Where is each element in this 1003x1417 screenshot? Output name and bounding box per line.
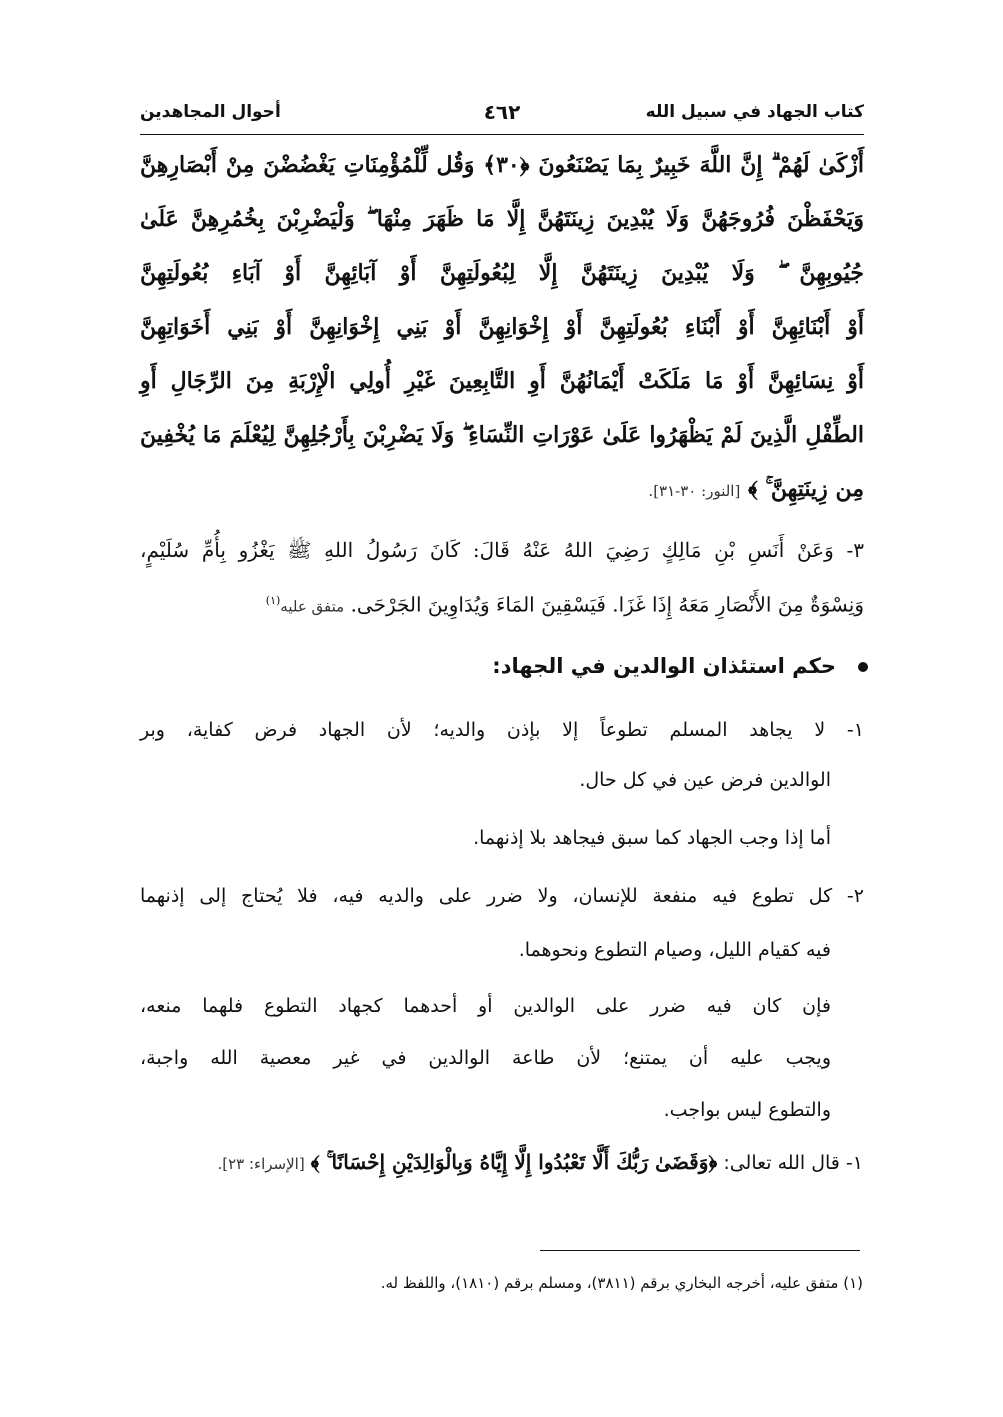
point-line: الوالدين فرض عين في كل حال. xyxy=(579,769,831,791)
running-header xyxy=(140,100,864,130)
footnote-marker: (١) xyxy=(265,594,281,607)
section-heading xyxy=(492,650,868,682)
hadith-text: وَنِسْوَةٌ مِنَ الأَنْصَارِ مَعَهُ إِذَا غَزَا. فَيَسْقِينَ المَاءَ وَيُدَاوِينَ الجَرْحَى. xyxy=(350,592,864,617)
quran-line: جُيُوبِهِنَّ ۖ وَلَا يُبْدِينَ زِينَتَهُنَّ إِلَّا لِبُعُولَتِهِنَّ أَوْ آبَائِهِنَّ أَوْ آبَاءِ بُعُولَتِهِنَّ xyxy=(140,260,864,286)
quran-line: أَوْ أَبْنَائِهِنَّ أَوْ أَبْنَاءِ بُعُولَتِهِنَّ أَوْ إِخْوَانِهِنَّ أَوْ بَنِي إِخْوَانِهِنَّ أَوْ بَنِي أَخَوَاتِهِنَّ xyxy=(140,314,864,340)
quran-line-last xyxy=(140,474,864,506)
point-line: ٢- كل تطوع فيه منفعة للإنسان، ولا ضرر على والديه فيه، فلا يُحتاج إلى إذنهما xyxy=(140,885,864,907)
point-line: فإن كان فيه ضرر على الوالدين أو أحدهما كجهاد التطوع فلهما منعه، xyxy=(140,995,831,1017)
hadith-line: ٣- وَعَنْ أَنَسِ بْنِ مَالِكٍ رَضِيَ اللهُ عَنْهُ قَالَ: كَانَ رَسُولُ اللهِ ﷺ يَغْزُو بِأُمِّ سُلَيْمٍ، xyxy=(140,538,865,562)
quran-line: وَيَحْفَظْنَ فُرُوجَهُنَّ وَلَا يُبْدِينَ زِينَتَهُنَّ إِلَّا مَا ظَهَرَ مِنْهَا ۖ وَلْيَضْرِبْنَ بِخُمُرِهِنَّ عَلَىٰ xyxy=(140,206,864,232)
agreed-label: متفق عليه xyxy=(280,597,345,616)
evidence-intro: ١- قال الله تعالى: xyxy=(723,1152,863,1174)
evidence-line xyxy=(217,1146,863,1180)
header-rule xyxy=(140,134,864,135)
point-line: فيه كقيام الليل، وصيام التطوع ونحوهما. xyxy=(518,939,831,961)
footnote: (١) متفق عليه، أخرجه البخاري برقم (٣٨١١)، ومسلم برقم (١٨١٠)، واللفظ له. xyxy=(380,1274,863,1292)
bullet-icon xyxy=(858,662,868,672)
hadith-line-2 xyxy=(266,586,864,622)
section-heading-text: حكم استئذان الوالدين في الجهاد: xyxy=(492,654,836,678)
quran-reference: [النور: ٣٠-٣١]. xyxy=(648,482,741,500)
evidence-verse: ﴿وَقَضَىٰ رَبُّكَ أَلَّا تَعْبُدُوا إِلَّا إِيَّاهُ وَبِالْوَالِدَيْنِ إِحْسَانًا ۚ ﴾ xyxy=(310,1150,718,1174)
page-number: ٤٦٢ xyxy=(483,100,521,124)
evidence-reference: [الإسراء: ٢٣]. xyxy=(217,1155,305,1173)
chapter-title: أحوال المجاهدين xyxy=(140,102,281,122)
quran-line-text: مِن زِينَتِهِنَّ ۚ ﴾ xyxy=(747,476,864,502)
point-line: والتطوع ليس بواجب. xyxy=(663,1099,831,1121)
point-line: أما إذا وجب الجهاد كما سبق فيجاهد بلا إذنهما. xyxy=(473,827,831,849)
quran-line: الطِّفْلِ الَّذِينَ لَمْ يَظْهَرُوا عَلَىٰ عَوْرَاتِ النِّسَاءِ ۖ وَلَا يَضْرِبْنَ بِأَرْجُلِهِنَّ لِيُعْلَمَ مَا يُخْفِينَ xyxy=(140,422,864,448)
point-line: ويجب عليه أن يمتنع؛ لأن طاعة الوالدين في غير معصية الله واجبة، xyxy=(140,1047,831,1069)
book-title: كتاب الجهاد في سبيل الله xyxy=(645,102,864,122)
footnote-rule xyxy=(540,1250,860,1251)
quran-line: أَزْكَىٰ لَهُمْ ۗ إِنَّ اللَّهَ خَبِيرٌ بِمَا يَصْنَعُونَ ﴿٣٠﴾ وَقُل لِّلْمُؤْمِنَاتِ يَغْضُضْنَ مِنْ أَبْصَارِهِنَّ xyxy=(140,152,865,178)
point-line: ١- لا يجاهد المسلم تطوعاً إلا بإذن والديه؛ لأن الجهاد فرض كفاية، وبر xyxy=(140,719,864,741)
quran-line: أَوْ نِسَائِهِنَّ أَوْ مَا مَلَكَتْ أَيْمَانُهُنَّ أَوِ التَّابِعِينَ غَيْرِ أُولِي الْإِرْبَةِ مِنَ الرِّجَالِ أَوِ xyxy=(140,368,864,394)
